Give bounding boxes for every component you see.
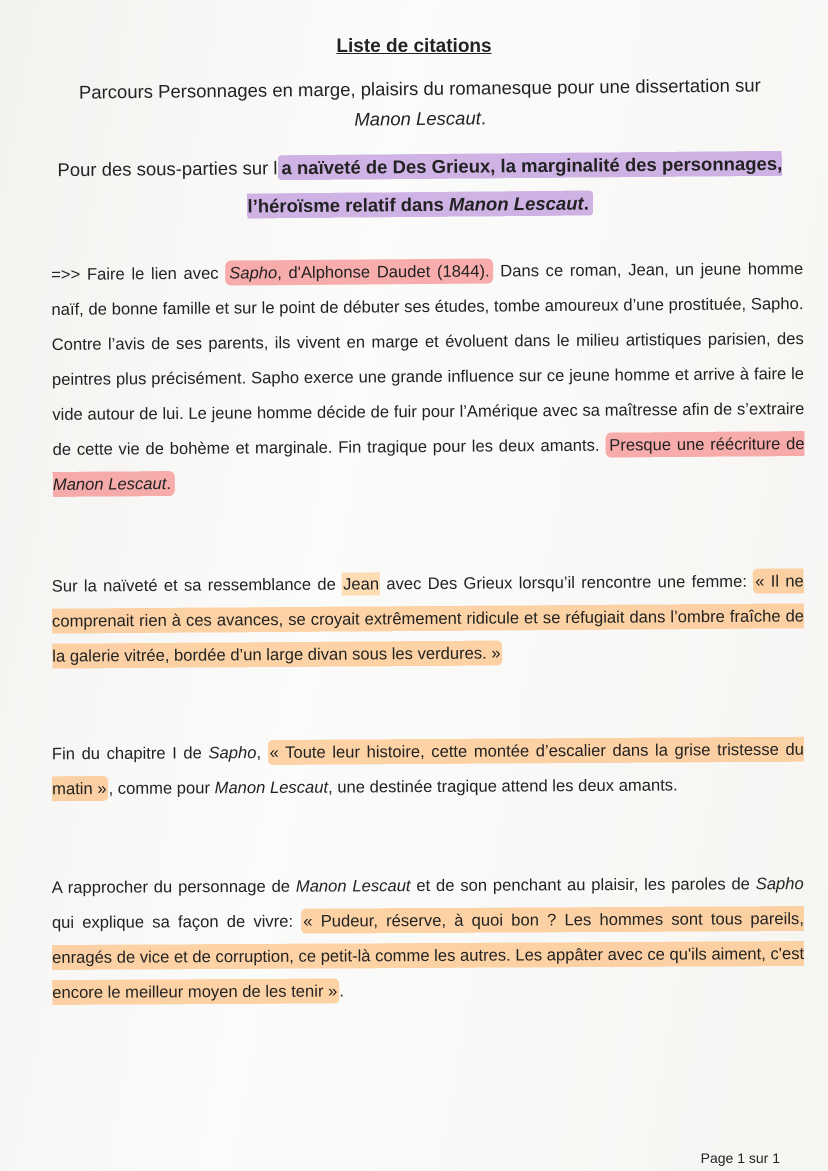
subparts-highlight: a naïveté de Des Grieux, la marginalité des personnages, l’héroïsme relatif dans Manon Lescaut. [247,152,783,217]
paragraph-sapho-summary: =>> Faire le lien avec Sapho, d'Alphonse Daudet (1844). Dans ce roman, Jean, un jeune homme naïf, de bonne famille et sur le point de débuter ses études, tombe amoureux d’une prostituée, Sapho. Contre l’avis de ses parents, ils vivent en marge et évoluent dans le milieu artistiques parisien, des peintres plus précisément. Sapho exerce une grande influence sur ce jeune homme et arrive à faire le vide autour de lui. Le jeune homme décide de fuir pour l’Amérique avec sa maîtresse afin de s’extraire de cette vie de bohème et marginale. Fin tragique pour les deux amants. Presque une réécriture de Manon Lescaut. [51,251,805,502]
subparts-line: Pour des sous-parties sur l a naïveté de Des Grieux, la marginalité des personnages, l’héroïsme relatif dans Manon Lescaut. [57,152,783,217]
subtitle-work: Manon Lescaut [354,107,481,130]
quote-naivete: « Il ne comprenait rien à ces avances, se croyait extrêmement ridicule et se réfugiait dans l’ombre fraîche de la galerie vitrée, bordée d’un large divan sous les verdures. » [52,568,804,668]
subtitle-line: Parcours Personnages en marge, plaisirs du romanesque pour une dissertation sur [78,74,761,103]
paragraph-plaisir: A rapprocher du personnage de Manon Lescaut et de son penchant au plaisir, les paroles de Sapho qui explique sa façon de vivre: « Pudeur, réserve, à quoi bon ? Les hommes sont tous pareils, enragés de vice et de corruption, ce petit-là comme les autres. Les appâter avec ce qu'ils aiment, c'est encore le meilleur moyen de les tenir » . [52,866,805,1010]
page-number: Page 1 sur 1 [700,1150,780,1166]
quote-fin-chapitre: « Toute leur histoire, cette montée d’escalier dans la grise tristesse du matin » [52,737,804,802]
quote-pudeur: « Pudeur, réserve, à quoi bon ? Les hommes sont tous pareils, enragés de vice et de corruption, ce petit-là comme les autres. Les appâter avec ce qu'ils aiment, c'est encore le meilleur moyen de les tenir » [52,906,804,1005]
highlight-rewrite: Presque une réécriture de Manon Lescaut. [53,431,805,497]
highlight-sapho-title: Sapho, d'Alphonse Daudet (1844). [225,258,494,285]
subtitle: Parcours Personnages en marge, plaisirs du romanesque pour une dissertation sur Manon Lescaut. [78,74,761,130]
page-title: Liste de citations [336,36,492,57]
paragraph-naivete: Sur la naïveté et sa ressemblance de Jean avec Des Grieux lorsqu’il rencontre une femme: « Il ne comprenait rien à ces avances, se croyait extrêmement ridicule et se réfugiait dans l’ombre fraîche de la galerie vitrée, bordée d’un large divan sous les verdures. » [52,563,805,673]
highlight-jean: Jean [342,572,380,595]
paragraph-fin-chapitre: Fin du chapitre I de Sapho, « Toute leur histoire, cette montée d’escalier dans la grise tristesse du matin » , comme pour Manon Lescaut, une destinée tragique attend les deux amants. [52,732,804,807]
